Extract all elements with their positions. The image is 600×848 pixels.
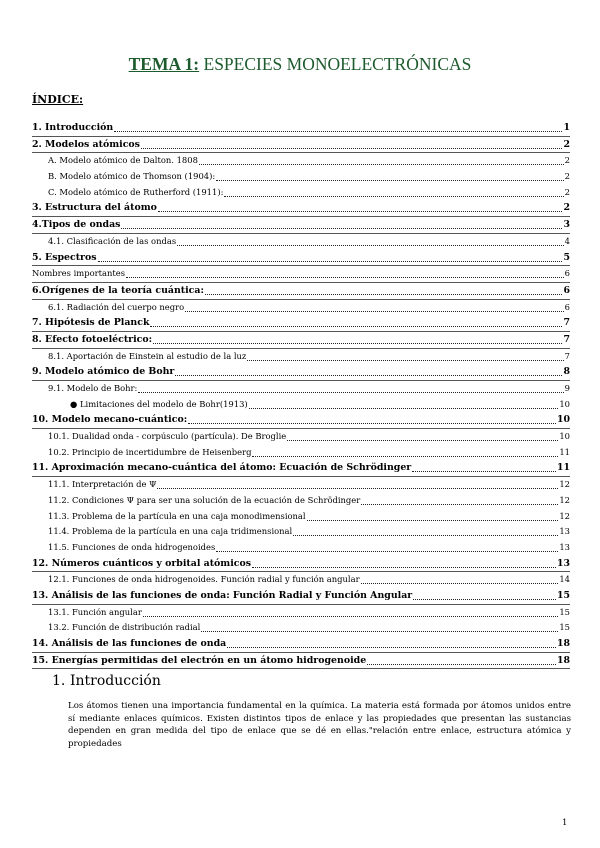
toc-entry[interactable] (32, 266, 570, 283)
toc-dot-leader (287, 429, 558, 441)
toc-dot-leader (205, 283, 563, 295)
toc-entry-text: B. Modelo atómico de Thomson (1904): (48, 171, 216, 182)
toc-entry-text: A. Modelo atómico de Dalton. 1808 (48, 155, 198, 166)
toc-entry-text: 12.1. Funciones de onda hidrogenoides. Función radial y función angular (48, 574, 360, 585)
toc-entry-text: 11.2. Condiciones Ψ para ser una solución de la ecuación de Schrödinger (48, 494, 361, 505)
toc-dot-leader (177, 234, 564, 246)
toc-page-number: 18 (556, 638, 570, 649)
body-paragraph: Los átomos tienen una importancia fundamental en la química. La materia está formada por átomos unidos entre sí mediante enlaces químicos. Existen distintos tipos de enlace y las propiedades que presentan las sustancias dependen en gran medida del tipo de enlace que se dé en ellas."relación entre enlace, estructura atómica y propiedades (68, 701, 571, 749)
toc-entry-text: 11.1. Interpretación de Ψ (48, 479, 157, 490)
toc-dot-leader (121, 217, 562, 229)
toc-dot-leader (412, 460, 556, 472)
toc-entry[interactable] (32, 509, 570, 525)
toc-page-number: 10 (559, 431, 570, 442)
toc-entry[interactable] (32, 300, 570, 316)
toc-page-number: 13 (559, 541, 570, 552)
toc-entry[interactable] (32, 460, 570, 477)
index-heading: ÍNDICE: (32, 93, 84, 106)
toc-entry[interactable] (32, 381, 570, 397)
toc-entry[interactable] (32, 364, 570, 381)
toc-entry[interactable] (32, 397, 570, 413)
toc-dot-leader (307, 509, 559, 521)
toc-dot-leader (98, 250, 563, 262)
toc-dot-leader (224, 185, 563, 197)
toc-entry[interactable] (32, 588, 570, 605)
toc-entry-text: ● Limitaciones del modelo de Bohr(1913) (70, 398, 248, 409)
toc-entry-text: 15. Energías permitidas del electrón en un átomo hidrogenoide (32, 654, 367, 666)
toc-page-number: 2 (563, 138, 570, 150)
toc-dot-leader (150, 315, 562, 327)
toc-dot-leader (247, 349, 563, 361)
toc-entry[interactable] (32, 137, 570, 154)
section-number: 1. (52, 673, 66, 689)
toc-entry-text: 11.5. Funciones de onda hidrogenoides (48, 541, 216, 552)
toc-entry-text: 13.1. Función angular (48, 606, 142, 617)
toc-page-number: 5 (563, 251, 570, 263)
toc-dot-leader (249, 397, 559, 409)
toc-page-number: 6 (563, 284, 570, 296)
toc-page-number: 13 (556, 557, 570, 569)
toc-page-number: 7 (563, 333, 570, 345)
toc-entry[interactable] (32, 120, 570, 137)
toc-entry-text: 6.1. Radiación del cuerpo negro (48, 301, 185, 312)
toc-dot-leader (413, 588, 556, 600)
toc-entry[interactable] (32, 620, 570, 636)
toc-dot-leader (126, 266, 564, 278)
toc-dot-leader (216, 540, 558, 552)
toc-page-number: 12 (559, 510, 570, 521)
toc-dot-leader (227, 636, 556, 648)
toc-entry-text: 9.1. Modelo de Bohr: (48, 383, 138, 393)
title-text: ESPECIES MONOELECTRÓNICAS (199, 54, 472, 74)
toc-entry-text: 10.1. Dualidad onda - corpúsculo (partícula). De Broglie (48, 431, 287, 442)
toc-dot-leader (252, 445, 558, 457)
toc-page-number: 11 (559, 446, 570, 457)
page-number: 1 (562, 818, 568, 828)
toc-page-number: 14 (559, 574, 570, 585)
toc-dot-leader (367, 653, 556, 665)
toc-page-number: 18 (556, 654, 570, 666)
toc-entry-text: 11.4. Problema de la partícula en una caja tridimensional (48, 526, 293, 537)
toc-page-number: 15 (556, 589, 570, 601)
toc-entry[interactable] (32, 524, 570, 540)
toc-entry-text: 11. Aproximación mecano-cuántica del átomo: Ecuación de Schrödinger (32, 462, 412, 474)
toc-entry-text: 6.Orígenes de la teoría cuántica: (32, 284, 204, 296)
toc-entry[interactable] (32, 283, 570, 300)
toc-dot-leader (188, 412, 556, 424)
toc-page-number: 2 (564, 171, 570, 182)
toc-page-number: 7 (563, 317, 570, 329)
toc-entry-text: 2. Modelos atómicos (32, 138, 140, 150)
toc-entry[interactable] (32, 349, 570, 365)
toc-entry[interactable] (32, 153, 570, 169)
toc-entry[interactable] (32, 540, 570, 556)
toc-dot-leader (138, 381, 563, 393)
toc-page-number: 11 (556, 462, 570, 474)
toc-entry-text: 4.Tipos de ondas (32, 219, 121, 231)
toc-page-number: 6 (564, 301, 570, 312)
toc-entry-text: 8.1. Aportación de Einstein al estudio de la luz (48, 350, 247, 361)
toc-entry-text: 1. Introducción (32, 122, 114, 133)
toc-entry[interactable] (32, 493, 570, 509)
title-number: TEMA 1: (128, 54, 200, 74)
toc-entry[interactable] (32, 169, 570, 185)
toc-page-number: 13 (559, 526, 570, 537)
toc-entry[interactable] (32, 429, 570, 445)
section-heading (52, 673, 161, 689)
toc-page-number: 15 (559, 606, 570, 617)
toc-page-number: 3 (563, 219, 570, 231)
document-title (0, 54, 600, 75)
toc-entry[interactable] (32, 217, 570, 234)
toc-dot-leader (157, 477, 558, 489)
toc-entry-text: 12. Números cuánticos y orbital atómicos (32, 557, 252, 569)
toc-page-number: 10 (556, 414, 570, 426)
toc-page-number: 2 (564, 155, 570, 166)
toc-page-number: 12 (559, 479, 570, 490)
toc-page-number: 10 (559, 398, 570, 409)
toc-entry-text: 10. Modelo mecano-cuántico: (32, 414, 188, 426)
toc-entry-text: 13. Análisis de las funciones de onda: Función Radial y Función Angular (32, 589, 413, 601)
toc-entry-text: C. Modelo atómico de Rutherford (1911): (48, 186, 224, 197)
toc-dot-leader (293, 524, 558, 536)
toc-entry-text: 3. Estructura del átomo (32, 202, 157, 214)
toc-entry-text: Nombres importantes (32, 268, 125, 279)
toc-page-number: 9 (564, 383, 570, 393)
section-title: Introducción (70, 673, 161, 689)
toc-entry-text: 5. Espectros (32, 251, 97, 263)
toc-entry-text: 4.1. Clasificación de las ondas (48, 235, 177, 246)
toc-entry-text: 11.3. Problema de la partícula en una caja monodimensional (48, 510, 306, 521)
toc-dot-leader (216, 169, 563, 181)
toc-dot-leader (201, 620, 558, 632)
toc-entry[interactable] (32, 412, 570, 429)
toc-entry[interactable] (32, 332, 570, 349)
toc-entry-text: 7. Hipótesis de Planck (32, 317, 150, 329)
table-of-contents (32, 120, 570, 669)
toc-entry-text: 8. Efecto fotoeléctrico: (32, 333, 153, 345)
toc-entry[interactable] (32, 200, 570, 217)
toc-dot-leader (361, 493, 558, 505)
toc-entry[interactable] (32, 315, 570, 332)
toc-entry-text: 13.2. Función de distribución radial (48, 622, 201, 633)
toc-entry[interactable] (32, 234, 570, 250)
toc-entry[interactable] (32, 445, 570, 461)
toc-page-number: 1 (563, 122, 570, 133)
toc-page-number: 4 (564, 235, 570, 246)
toc-dot-leader (199, 153, 564, 165)
toc-page-number: 2 (564, 186, 570, 197)
toc-entry[interactable] (32, 605, 570, 621)
toc-dot-leader (158, 200, 563, 212)
toc-page-number: 7 (564, 350, 570, 361)
toc-entry[interactable] (32, 185, 570, 201)
toc-entry[interactable] (32, 556, 570, 573)
toc-entry-text: 9. Modelo atómico de Bohr (32, 366, 175, 378)
toc-page-number: 2 (563, 202, 570, 214)
toc-dot-leader (175, 364, 562, 376)
toc-page-number: 15 (559, 622, 570, 633)
toc-dot-leader (143, 605, 558, 617)
toc-entry[interactable] (32, 572, 570, 588)
toc-dot-leader (141, 137, 563, 149)
toc-entry[interactable] (32, 636, 570, 653)
toc-dot-leader (153, 332, 562, 344)
toc-page-number: 6 (564, 268, 570, 279)
toc-page-number: 8 (563, 366, 570, 378)
toc-entry[interactable] (32, 250, 570, 267)
toc-dot-leader (185, 300, 563, 312)
toc-page-number: 12 (559, 494, 570, 505)
toc-entry-text: 10.2. Principio de incertidumbre de Heisenberg (48, 446, 252, 457)
toc-entry-text: 14. Análisis de las funciones de onda (32, 638, 227, 649)
toc-entry[interactable] (32, 477, 570, 493)
toc-dot-leader (114, 120, 562, 132)
toc-dot-leader (252, 556, 556, 568)
toc-entry[interactable] (32, 653, 570, 670)
toc-dot-leader (361, 572, 559, 584)
